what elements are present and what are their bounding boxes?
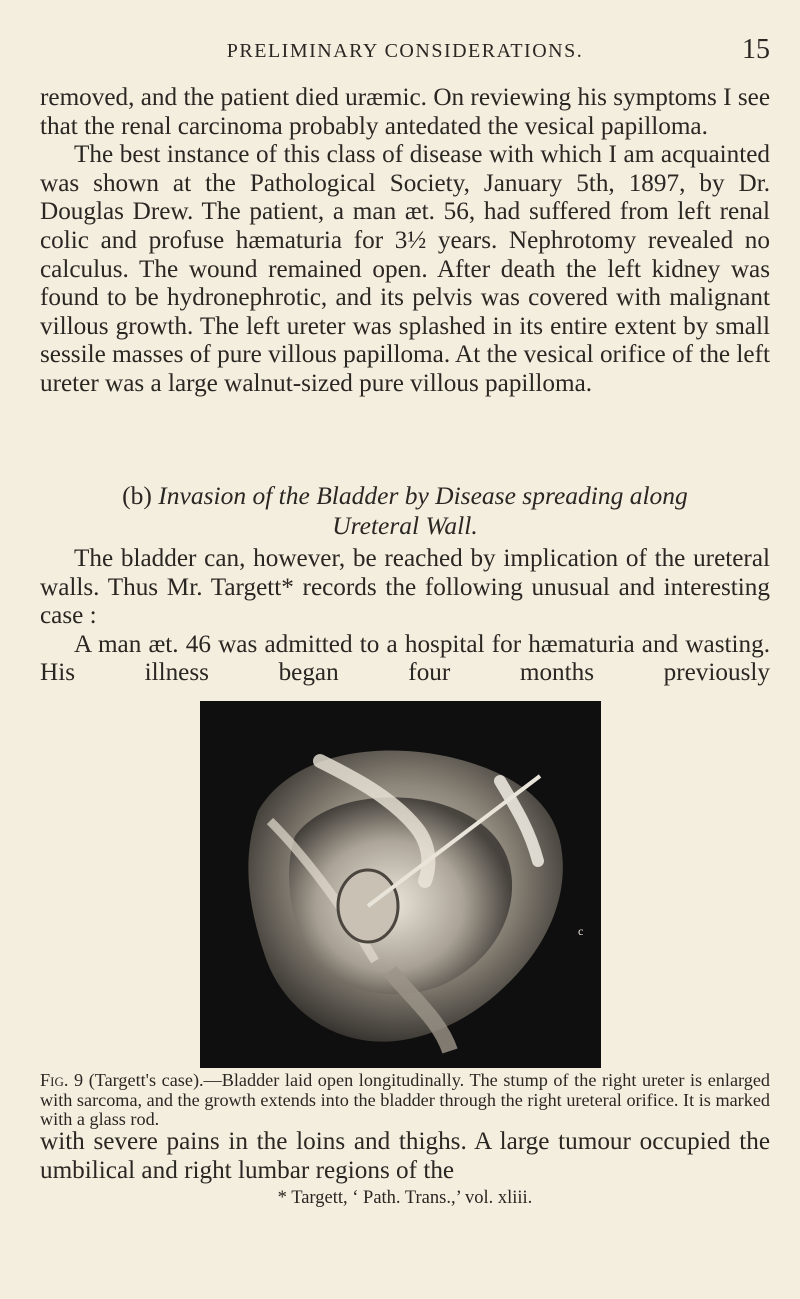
figure-caption bbox=[40, 1071, 770, 1130]
figure-label: Fig. 9 bbox=[40, 1070, 84, 1090]
paragraph-continuation: with severe pains in the loins and thighs. A large tumour occupied the umbilical and right lumbar regions of the bbox=[40, 1128, 770, 1184]
section-heading bbox=[40, 481, 770, 541]
page-header bbox=[40, 34, 770, 68]
section-title-line1: Invasion of the Bladder by Disease spreading along bbox=[158, 481, 688, 510]
section-marker: (b) bbox=[122, 481, 152, 510]
paragraph-targett-intro: The bladder can, however, be reached by implication of the ureteral walls. Thus Mr. Targett* records the following unusual and interesting case : bbox=[40, 545, 770, 630]
image-label-c: c bbox=[578, 924, 584, 938]
footnote: * Targett, ‘ Path. Trans.,’ vol. xliii. bbox=[277, 1188, 533, 1208]
section-heading-line1 bbox=[40, 481, 770, 511]
bladder-illustration bbox=[200, 701, 601, 1068]
body-text-top bbox=[40, 84, 770, 399]
body-text-bottom bbox=[40, 1128, 770, 1185]
figure-caption-text: (Targett's case).—Bladder laid open longitudinally. The stump of the right ureter is enlarged with sarcoma, and the growth extends into the bladder through the right ureteral orifice. It is marked with a glass rod. bbox=[40, 1070, 771, 1130]
body-text-section bbox=[40, 545, 770, 688]
paragraph-targett-case: A man æt. 46 was admitted to a hospital for hæmaturia and wasting. His illness began four months previously bbox=[40, 630, 770, 687]
page-number: 15 bbox=[742, 34, 770, 65]
bladder-photograph bbox=[200, 701, 601, 1068]
paragraph-continued: removed, and the patient died uræmic. On reviewing his symptoms I see that the renal carcinoma probably antedated the vesical papilloma. bbox=[40, 84, 770, 140]
paragraph-drew-case: The best instance of this class of disease with which I am acquainted was shown at the Pathological Society, January 5th, 1897, by Dr. Douglas Drew. The patient, a man æt. 56, had suffered from left renal colic and profuse hæmaturia for 3½ years. Nephrotomy revealed no calculus. The wound remained open. After death the left kidney was found to be hydronephrotic, and its pelvis was covered with malignant villous growth. The left ureter was splashed in its entire extent by small sessile masses of pure villous papilloma. At the vesical orifice of the left ureter was a large walnut-sized pure villous papilloma. bbox=[40, 141, 770, 397]
section-title-line2: Ureteral Wall. bbox=[332, 511, 478, 540]
running-head: PRELIMINARY CONSIDERATIONS. bbox=[226, 40, 584, 62]
